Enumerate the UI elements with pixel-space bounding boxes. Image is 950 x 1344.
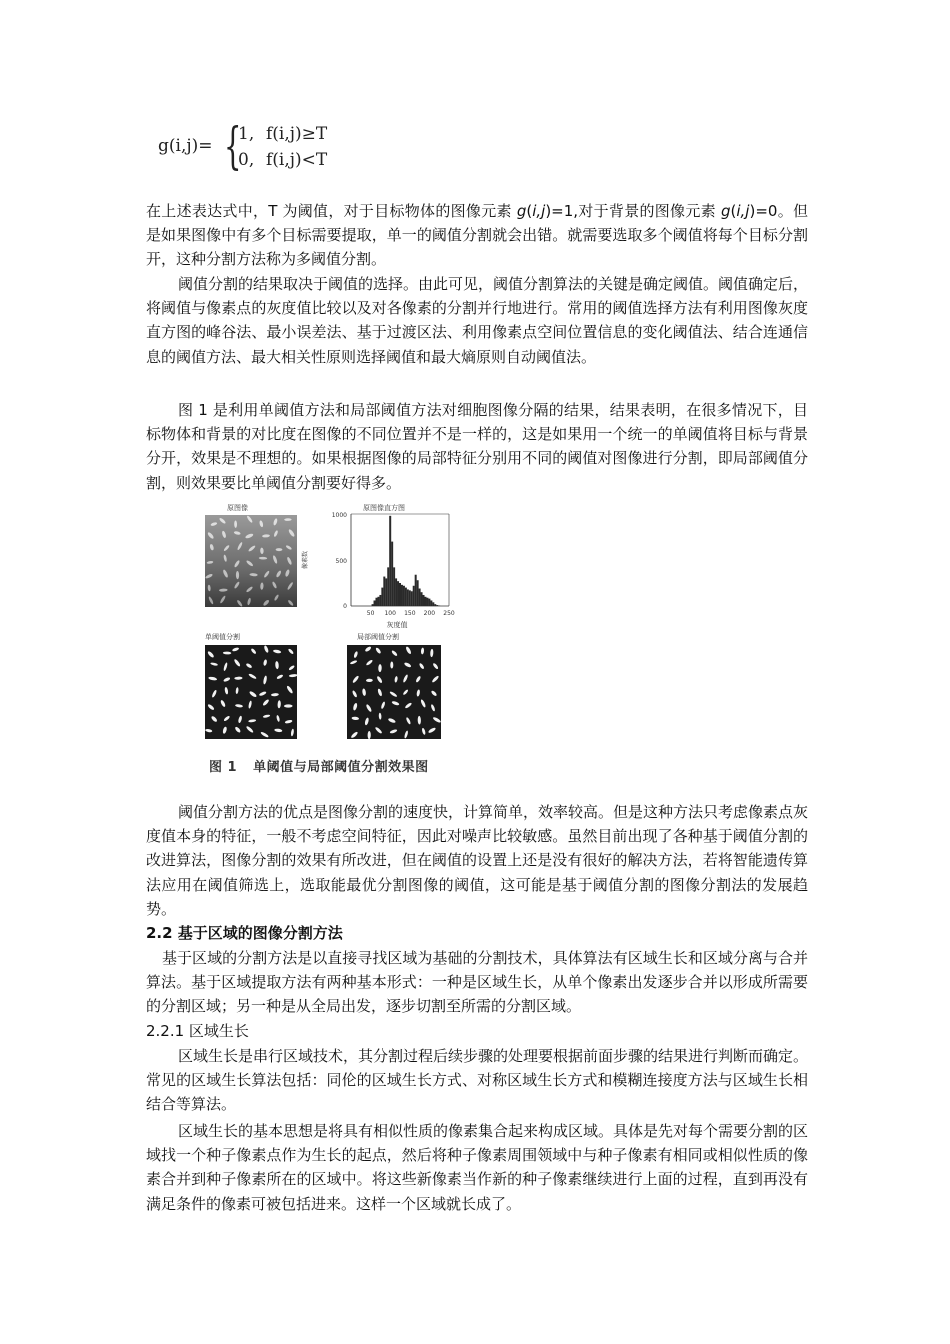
y-tick-label: 1000 xyxy=(331,512,347,519)
histogram-bar xyxy=(413,586,415,606)
histogram-bar xyxy=(426,598,428,606)
x-tick-label: 200 xyxy=(423,610,436,617)
histogram-chart xyxy=(301,512,455,629)
histogram-bar xyxy=(405,588,407,606)
formula-case-2: 0, f(i,j)<T xyxy=(238,150,328,170)
paragraph-region-growing: 区域生长是串行区域技术，其分割过程后续步骤的处理要根据前面步骤的结果进行判断而确定。常见的区域生长算法包括：同伦的区域生长方式、对称区域生长方式和模糊连接度方法与区域生长相结合等算法。 xyxy=(146,1047,809,1114)
label-local-threshold: 局部阈值分割 xyxy=(357,633,399,641)
label-original-image: 原图像 xyxy=(227,504,248,512)
formula-brace: { xyxy=(224,117,242,175)
histogram-bar xyxy=(379,595,381,606)
x-tick-labels xyxy=(367,610,455,617)
histogram-bar xyxy=(409,590,411,606)
paragraph-figure-description: 图 1 是利用单阈值方法和局部阈值方法对细胞图像分隔的结果，结果表明，在很多情况下，目标物体和背景的对比度在图像的不同位置并不是一样的，这是如果用一个统一的单阈值将目标与背景分开，效果是不理想的。如果根据图像的局部特征分别用不同的阈值对图像进行分割，即局部阈值分割，则效果要比单阈值分割要好得多。 xyxy=(146,401,808,492)
histogram-bar xyxy=(432,602,434,606)
formula-case-1: 1, f(i,j)≥T xyxy=(238,124,328,144)
histogram-bar xyxy=(397,581,399,606)
histogram-bar xyxy=(399,583,401,606)
histogram-bar xyxy=(415,575,417,606)
local-threshold-image xyxy=(347,645,441,739)
paragraph-threshold-selection: 阈值分割的结果取决于阈值的选择。由此可见，阈值分割算法的关键是确定阈值。阈值确定后，将阈值与像素点的灰度值比较以及对各像素的分割并行地进行。常用的阈值选择方法有利用图像灰度直方图的峰谷法、最小误差法、基于过渡区法、利用像素点空间位置信息的变化阈值法、结合连通信息的阈值方法、最大相关性原则选择阈值和最大熵原则自动阈值法。 xyxy=(146,275,809,366)
histogram-bar xyxy=(377,597,379,606)
label-histogram: 原图像直方图 xyxy=(363,504,405,512)
x-tick-label: 50 xyxy=(366,610,375,617)
histogram-bar xyxy=(395,578,397,606)
histogram-bar xyxy=(374,600,376,606)
y-tick-label: 0 xyxy=(343,603,347,610)
histogram-bar xyxy=(385,578,387,606)
histogram-bar xyxy=(436,605,438,606)
histogram-bar xyxy=(417,580,419,606)
histogram-bar xyxy=(393,567,395,606)
cell-shape xyxy=(390,662,393,669)
original-image xyxy=(205,515,297,607)
figure-graphics xyxy=(197,502,457,752)
histogram-bar xyxy=(421,592,423,606)
histogram-bar xyxy=(383,577,385,606)
paragraph-region-growing-idea: 区域生长的基本思想是将具有相似性质的像素集合起来构成区域。具体是先对每个需要分割的区域找一个种子像素点作为生长的起点，然后将种子像素周围领域中与种子像素有相同或相似性质的像素合并到种子像素所在的区域中。将这些新像素当作新的种子像素继续进行上面的过程，直到再没有满足条件的像素可被包括进来。这样一个区域就长成了。 xyxy=(146,1122,809,1213)
histogram-bar xyxy=(430,600,432,606)
figure-1 xyxy=(197,502,457,784)
histogram-bar xyxy=(403,586,405,606)
x-tick-label: 150 xyxy=(404,610,416,617)
paragraph-region-methods: 基于区域的分割方法是以直接寻找区域为基础的分割技术，具体算法有区域生长和区域分离与合并算法。基于区域提取方法有两种基本形式：一种是区域生长，从单个像素出发逐步合并以形成所需要的分割区域；另一种是从全局出发，逐步切割至所需的分割区域。 xyxy=(146,949,808,1016)
histogram-bar xyxy=(401,585,403,606)
y-tick-label: 500 xyxy=(335,558,347,565)
histogram-bar xyxy=(407,589,409,606)
histogram-bar xyxy=(391,542,393,606)
histogram-bar xyxy=(372,604,374,606)
histogram-bar xyxy=(419,589,421,606)
histogram-bar xyxy=(389,516,391,606)
label-single-threshold: 单阈值分割 xyxy=(205,633,240,641)
paragraph-multi-threshold: 在上述表达式中，T 为阈值，对于目标物体的图像元素 g(i,j)=1,对于背景的图像元素 g(i,j)=0。但是如果图像中有多个目标需要提取，单一的阈值分割就会出错。就需要选取多个阈值将每个目标分割开，这种分割方法称为多阈值分割。 xyxy=(146,202,809,269)
y-axis-label: 像素数 xyxy=(302,550,309,570)
section-heading-2-2: 2.2 基于区域的图像分割方法 xyxy=(146,924,343,942)
x-axis-label: 灰度值 xyxy=(386,621,408,629)
formula-lhs: g(i,j)= xyxy=(158,136,213,156)
histogram-bar xyxy=(387,567,389,606)
paragraph-advantages: 阈值分割方法的优点是图像分割的速度快，计算简单，效率较高。但是这种方法只考虑像素点灰度值本身的特征，一般不考虑空间特征，因此对噪声比较敏感。虽然目前出现了各种基于阈值分割的改进算法，图像分割的效果有所改进，但在阈值的设置上还是没有很好的解决方法，若将智能遗传算法应用在阈值筛选上，选取能最优分割图像的阈值，这可能是基于阈值分割的图像分割法的发展趋势。 xyxy=(146,803,809,918)
figure-caption: 图 1 单阈值与局部阈值分割效果图 xyxy=(209,760,429,775)
x-tick-label: 250 xyxy=(443,610,455,617)
histogram-bar xyxy=(423,595,425,606)
cell-shape xyxy=(276,548,283,551)
histogram-bar xyxy=(375,598,377,606)
histogram-bar xyxy=(434,604,436,606)
section-heading-2-2-1: 2.2.1 区域生长 xyxy=(146,1022,249,1040)
histogram-bar xyxy=(428,599,430,606)
x-tick-label: 100 xyxy=(384,610,396,617)
histogram-bar xyxy=(424,597,426,606)
histogram-bar xyxy=(381,588,383,606)
threshold-formula xyxy=(158,117,358,178)
histogram-bars xyxy=(372,516,441,606)
histogram-bar xyxy=(411,591,413,606)
